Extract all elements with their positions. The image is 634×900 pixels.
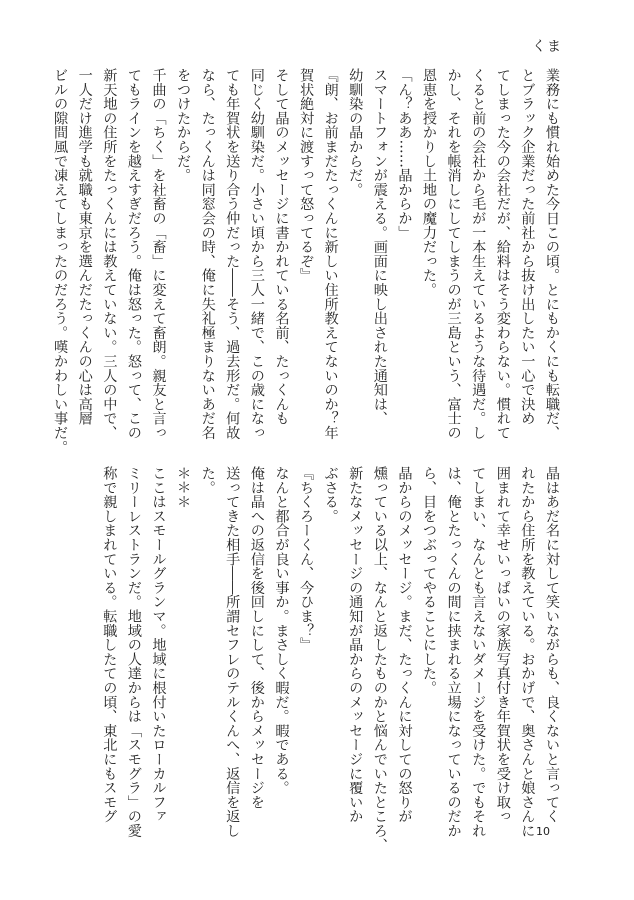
text-line: 晶からのメッセージ。まだ、たっくんに対しての怒りが [396,466,413,824]
text-line: 千曲の「ちく」を社畜の「畜」に変えて畜朗。親友と言っ [150,68,167,440]
text-line: れたから住所を教えている。おかげで、奥さんと娘さんに [519,466,536,838]
text-line: ビルの隙間風で凍えてしまったのだろう。嘆かわしい事だ。 [52,68,69,455]
text-line: 新天地の住所をたっくんには教えていない。三人の中で、 [101,68,118,440]
text-line: てしまった今の会社だが、給料はそう変わらない。慣れて [494,68,511,440]
text-line: てしまい、なんとも言えないダメージを受けた。でもそれ [470,466,487,838]
text-line: 俺は晶への返信を後回しにして、後からメッセージを [248,466,265,810]
text-line: 「ん？ああ……晶からか」 [396,68,413,240]
text-line: 恩恵を授かりし土地の魔力だった。 [421,68,438,297]
text-line: くると前の会社から毛が一本生えているような待遇だ。し [470,68,487,440]
page-number: 10 [536,825,550,838]
text-line: は、俺とたっくんの間に挟まれる立場になっているのだか [445,466,462,838]
text-line: た。 [199,466,216,495]
text-line: かし、それを帳消しにしてしまうのが三島という、富士の [445,68,462,440]
text-line: 同じく幼馴染だ。小さい頃から三人一緒で、この歳になっ [248,68,265,440]
text-line: ら、目をつぶってやることにした。 [421,466,438,695]
book-title-header: くま [532,39,562,55]
text-line: 新たなメッセージの通知が晶からのメッセージに覆いか [347,466,364,824]
text-line: ぶさる。 [322,466,339,524]
text-line: ても年賀状を送り合う仲だった――そう、過去形だ。何故 [224,68,241,440]
text-line: 幼馴染の晶からだ。 [347,68,364,197]
text-line: 『朗、お前まだたっくんに新しい住所教えてないのか？年 [322,68,339,440]
text-line: 送ってきた相手――所謂セフレのテルくんへ、返信を返し [224,466,241,838]
text-line: ここはスモールグランマ。地域に根付いたローカルファ [150,466,167,824]
text-line: そして晶のメッセージに書かれている名前、たっくんも [273,68,290,426]
text-line: 称で親しまれている。転職したての頃、東北にもスモグ [101,466,118,824]
text-line: とブラック企業だった前社から抜け出したい一心で決め [519,68,536,426]
text-line: 囲まれて幸せいっぱいの家族写真付き年賀状を受け取っ [494,466,511,824]
text-line: 一人だけ進学も就職も東京を選んだたっくんの心は高層 [76,68,93,426]
text-line: をつけたからだ。 [175,68,192,183]
text-line: 晶はあだ名に対して笑いながらも、良くないと言ってく [544,466,560,824]
text-line: 業務にも慣れ始めた今日この頃。とにもかくにも転職だ、 [544,68,560,440]
text-line: ミリーレストランだ。地域の人達からは「スモグラ」の愛 [125,466,142,838]
section-break: ＊＊＊ [175,466,192,509]
text-line: 燻っている以上、なんと返したものかと悩んでいたところ、 [371,466,388,853]
upper-text-block [52,68,564,455]
text-line: 『ちくろーくん、今ひま？』 [298,466,315,652]
text-line: 賀状絶対に渡すって怒ってるぞ』 [298,68,315,283]
text-line: てもラインを越えすぎだろう。俺は怒った。怒って、この [125,68,142,440]
text-line: なら、たっくんは同窓会の時、俺に失礼極まりないあだ名 [199,68,216,440]
text-line: スマートフォンが震える。画面に映し出された通知は、 [371,68,388,426]
text-line: なんと都合が良い事か。まさしく暇だ。暇である。 [273,466,290,795]
